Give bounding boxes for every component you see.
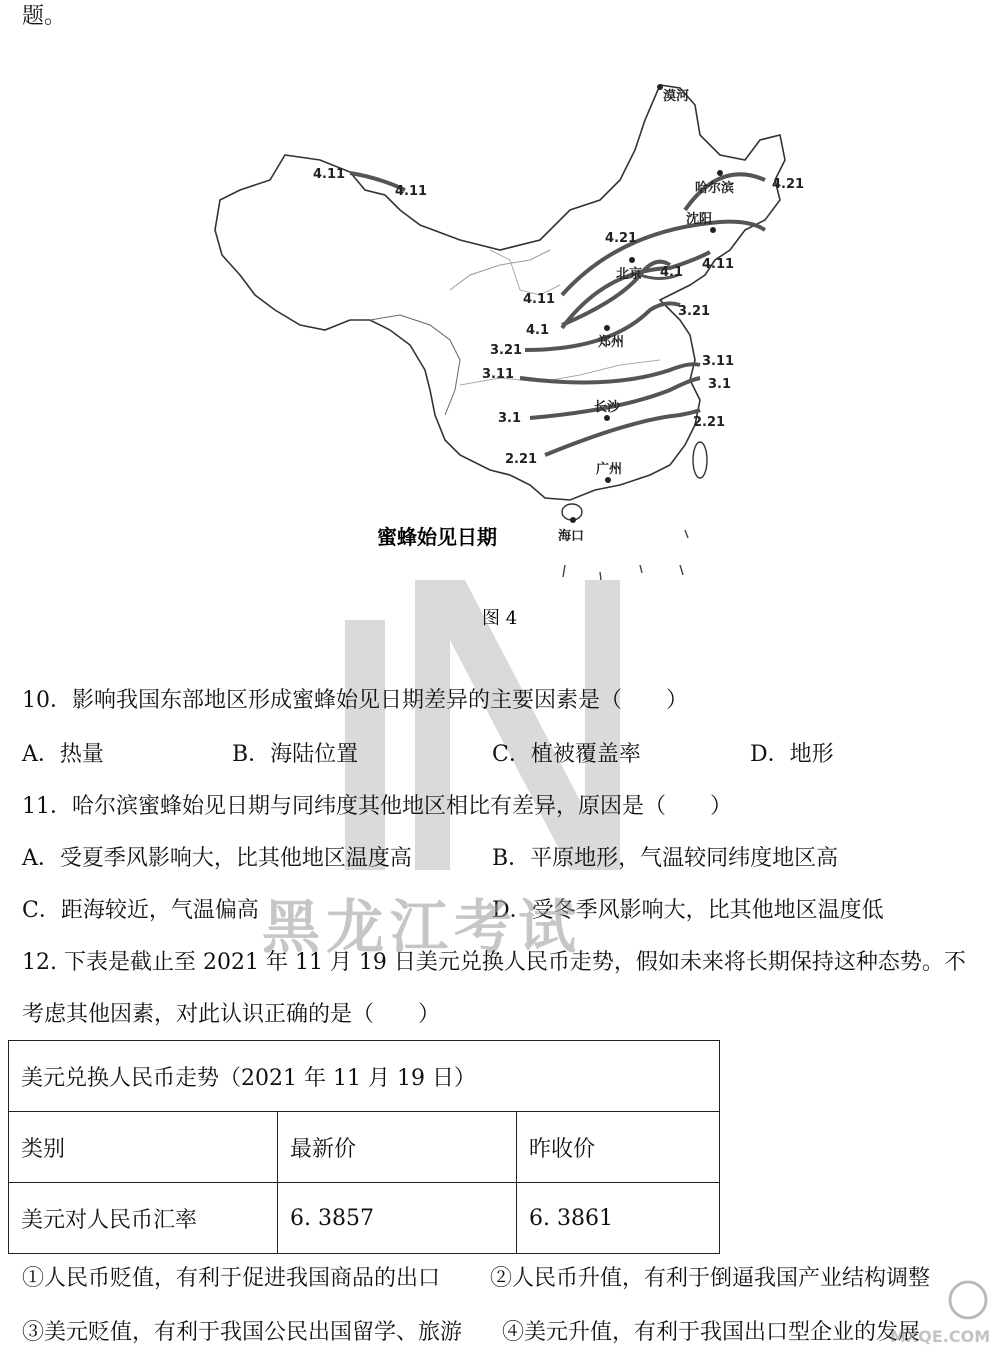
city-label-changsha: 长沙 [594,400,621,415]
q10-option-a: A．热量 [22,742,104,767]
q10-option-b: B．海陆位置 [232,742,359,767]
isoline-label: 4.21 [605,231,638,246]
isoline-4-21-main [562,222,765,295]
isoline-label: 3.11 [702,354,735,369]
yellow-river-trace [490,250,560,295]
isoline-label: 4.11 [523,292,556,307]
table-row [9,1183,720,1254]
river-trace [450,250,550,290]
corner-watermark-text: MXQE.COM [890,1327,991,1346]
statement-2: ②人民币升值，有利于倒逼我国产业结构调整 [490,1266,931,1291]
city-label-shenyang: 沈阳 [686,212,713,227]
china-bee-map [200,60,820,629]
q11-option-d: D．受冬季风影响大，比其他地区温度低 [492,898,884,923]
watermark-text: 黑龙江考试 [262,893,583,961]
city-label-harbin: 哈尔滨 [695,181,735,196]
isoline-label: 3.21 [678,304,711,319]
city-label-beijing: 北京 [616,267,643,282]
figure-caption: 图 4 [482,608,518,629]
isoline-label: 4.1 [660,265,684,280]
city-label-mohe: 漠河 [663,89,690,104]
map-title: 蜜蜂始见日期 [377,525,497,549]
q11-stem: 11．哈尔滨蜜蜂始见日期与同纬度其他地区相比有差异，原因是（ ） [22,794,732,819]
isoline-label: 3.1 [708,377,732,392]
table-header-category: 类别 [9,1112,278,1183]
taiwan-island [693,442,707,478]
watermark-logo [335,560,625,890]
q12-stem-line2: 考虑其他因素，对此认识正确的是（ ） [22,1002,441,1027]
table-row [9,1041,720,1112]
table-cell-category: 美元对人民币汇率 [9,1183,278,1254]
city-dot-haikou [570,517,576,523]
table-cell-latest: 6. 3857 [278,1183,517,1254]
isoline-2-21 [545,410,700,455]
isoline-label: 3.21 [490,343,523,358]
corner-watermark-logo [820,1270,995,1350]
city-dot-shenyang [710,227,716,233]
q11-option-b: B．平原地形，气温较同纬度地区高 [492,846,839,871]
city-dot-harbin [717,170,723,176]
table-title: 美元兑换人民币走势（2021 年 11 月 19 日） [9,1041,720,1112]
table-cell-previous: 6. 3861 [517,1183,720,1254]
city-label-haikou: 海口 [558,529,585,544]
q10-option-d: D．地形 [750,742,834,767]
q10-option-c: C．植被覆盖率 [492,742,641,767]
isoline-label: 4.11 [395,184,428,199]
city-label-guangzhou: 广州 [596,462,623,477]
city-label-zhengzhou: 郑州 [598,335,625,350]
isoline-label: 4.21 [772,177,805,192]
isoline-label: 2.21 [693,415,726,430]
table-header-latest: 最新价 [278,1112,517,1183]
city-dot-beijing [629,257,635,263]
city-dot-changsha [604,415,610,421]
isoline-3-11 [520,364,700,382]
q11-option-a: A．受夏季风影响大，比其他地区温度高 [22,846,412,871]
inner-boundary [370,315,460,415]
isoline-label: 2.21 [505,452,538,467]
china-outline [215,85,785,500]
q12-stem-line1: 12. 下表是截止至 2021 年 11 月 19 日美元兑换人民币走势，假如未来将长期保持这种态势。不 [22,950,966,975]
q10-stem: 10．影响我国东部地区形成蜜蜂始见日期差异的主要因素是（ ） [22,688,688,713]
isoline-label: 3.11 [482,367,515,382]
isoline-label: 4.11 [313,167,346,182]
statement-3: ③美元贬值，有利于我国公民出国留学、旅游 [22,1320,463,1345]
exchange-rate-table [8,1040,720,1254]
statement-4: ④美元升值，有利于我国出口型企业的发展 [502,1320,921,1345]
table-header-previous: 昨收价 [517,1112,720,1183]
isoline-label: 3.1 [498,411,522,426]
table-row [9,1112,720,1183]
isoline-label: 4.11 [702,257,735,272]
statement-1: ①人民币贬值，有利于促进我国商品的出口 [22,1266,441,1291]
isoline-label: 4.1 [526,323,550,338]
city-dot-guangzhou [605,477,611,483]
q11-option-c: C．距海较近，气温偏高 [22,898,259,923]
top-fragment: 题。 [22,4,67,29]
city-dot-zhengzhou [604,325,610,331]
